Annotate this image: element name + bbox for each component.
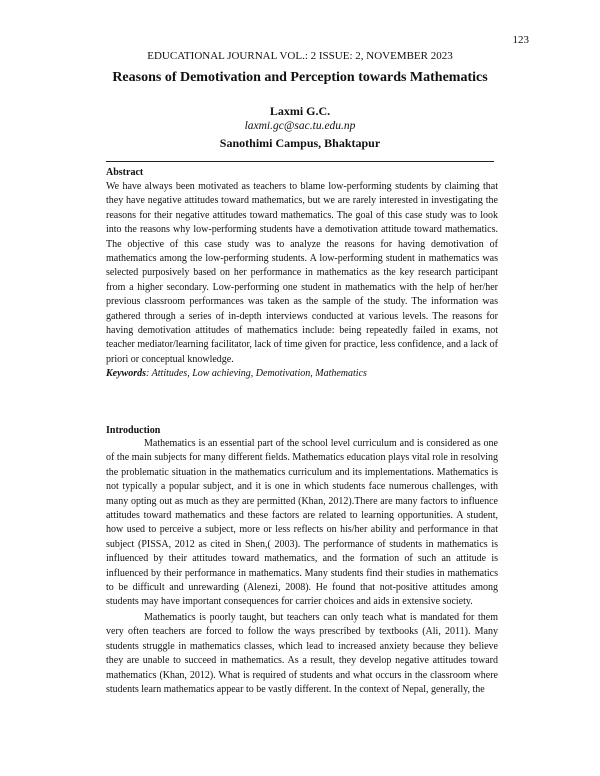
paper-title: Reasons of Demotivation and Perception towards Mathematics	[112, 70, 488, 85]
journal-header: EDUCATIONAL JOURNAL VOL.: 2 ISSUE: 2, NOVEMBER 2023	[147, 50, 453, 62]
author-email: laxmi.gc@sac.tu.edu.np	[244, 120, 356, 132]
introduction-paragraph: Mathematics is poorly taught, but teachers can only teach what is mandated for them very often teachers are forced to follow the ways prescribed by textbooks (Ali, 2011). Many students struggle in mathematics classes, which lead to increased anxiety because they believe they are unable to succeed in mathematics. As a result, they develop negative attitudes toward mathematics (Khan, 2012). What is required of students and what occurs in the classroom where students learn mathematics appear to be vastly different. In the context of Nepal, generally, the	[106, 612, 498, 696]
abstract-text: We have always been motivated as teachers to blame low-performing students by claiming that they have negative attitudes toward mathematics, but we are rarely interested in investigating the reasons for their negative attitudes toward mathematics. The goal of this case study was to look into the reasons why low-performing students have a demotivation attitude toward mathematics. The objective of this case study was to analyze the reasons for having demotivation of mathematics among the low-performing students. A low-performing student in mathematics was selected purposively based on her performance in mathematics as the key research participant from a higher secondary. Low-performing one student in mathematics with the help of her/her previous classroom performances was taken as the sample of the study. The information was gathered through a series of in-depth interviews conducted at various levels. The reasons for having demotivation attitudes of mathematics include: being repeatedly failed in exams, not teacher mediator/learning facilitator, lack of time given for practice, less confidence, and a lack of priori or conceptual knowledge.	[106, 181, 498, 365]
author-name: Laxmi G.C.	[269, 104, 331, 118]
introduction-paragraph: Mathematics is an essential part of the school level curriculum and is considered as one of the main subjects for many different fields. Mathematics education plays vital role in resolving the problematic situation in the mathematics curriculum and its implementations. Mathematics is not typically a popular subject, and it is one in which students face numerous challenges, with many opting out as much as they are permitted (Khan, 2012).There are many factors to influence attitudes toward mathematics and these factors are related to learning opportunities. A student, how used to perceive a subject, more or less reflects on his/her ability and performance in that subject (PISSA, 2012 as cited in Shen,( 2003). The performance of students in mathematics is influenced by their attitudes toward mathematics, and the formation of such an attitude is influenced by their performance in mathematics. Many students find their studies in mathematics to be difficult and unrewarding (Alenezi, 2008). He found that not-positive attitudes among students may have important consequences for carrier choices and aids in extensive society.	[106, 438, 498, 608]
abstract-heading: Abstract	[106, 167, 144, 178]
author-affiliation: Sanothimi Campus, Bhaktapur	[219, 136, 381, 150]
header-divider	[106, 161, 494, 162]
keywords-values: : Attitudes, Low achieving, Demotivation, Mathematics	[146, 368, 367, 379]
page-number: 123	[512, 34, 529, 46]
keywords-label: Keywords	[106, 368, 146, 379]
keywords-line	[106, 367, 498, 381]
introduction-heading: Introduction	[106, 425, 161, 436]
